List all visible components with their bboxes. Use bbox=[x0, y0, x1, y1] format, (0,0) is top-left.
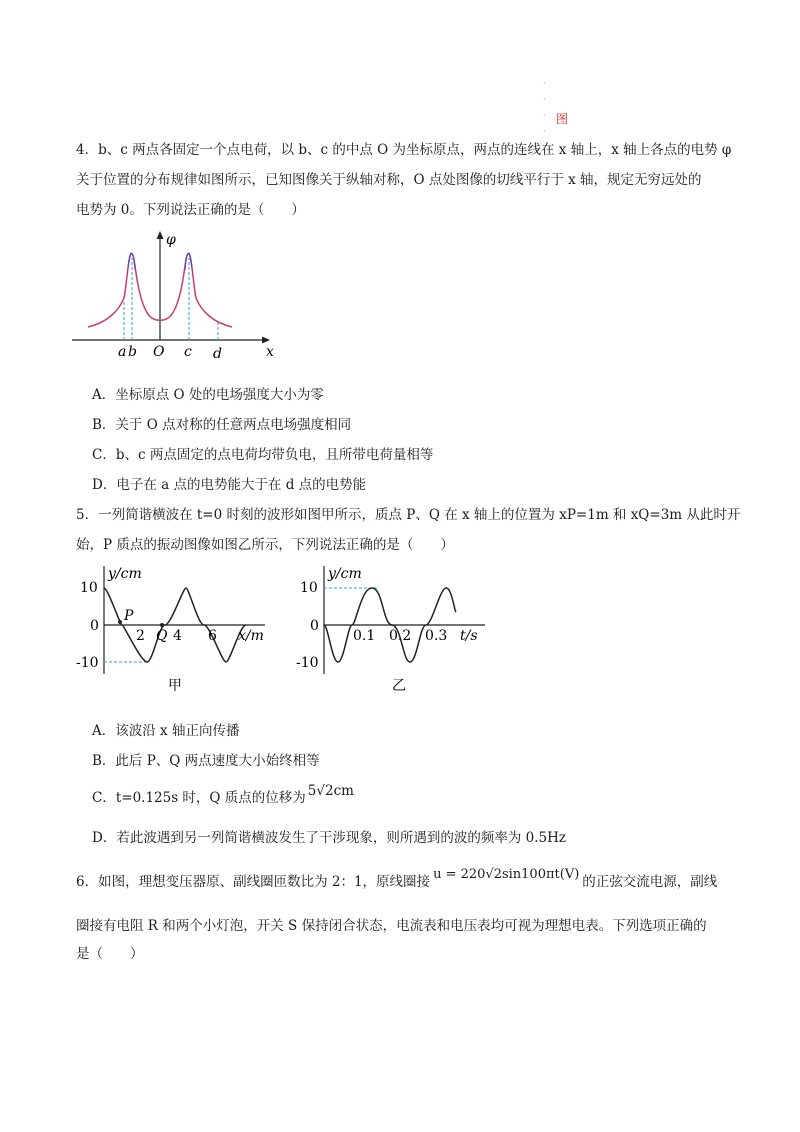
header-mark: 图 bbox=[556, 112, 569, 126]
yi-ytick-neg10: -10 bbox=[296, 655, 319, 671]
q5-option-c bbox=[92, 783, 354, 808]
q5-option-c-text: C．t=0.125s 时，Q 质点的位移为 bbox=[92, 790, 306, 806]
q5-line-2: 始，P 质点的振动图像如图乙所示，下列说法正确的是（ ） bbox=[76, 537, 454, 553]
q4-line-3: 电势为 0。下列说法正确的是（ ） bbox=[76, 202, 305, 218]
q4-option-b: B．关于 O 点对称的任意两点电场强度相同 bbox=[92, 417, 352, 433]
jia-caption: 甲 bbox=[168, 678, 182, 694]
q6-line-1-a: 6．如图，理想变压器原、副线圈匝数比为 2：1，原线圈接 bbox=[76, 874, 431, 890]
q6-formula: u = 220√2sin100πt(V) bbox=[433, 867, 580, 882]
q4-option-d: D．电子在 a 点的电势能大于在 d 点的电势能 bbox=[92, 477, 367, 493]
q5-option-c-value: 5√2cm bbox=[307, 783, 354, 799]
jia-xtick-2: 2 bbox=[136, 628, 145, 644]
tick-label-a: a bbox=[118, 344, 127, 360]
jia-xtick-4: 4 bbox=[173, 628, 182, 644]
point-p bbox=[118, 620, 122, 624]
yi-x-label: t/s bbox=[460, 628, 478, 644]
q5-option-d: D．若此波遇到另一列简谐横波发生了干涉现象，则所遇到的波的频率为 0.5Hz bbox=[92, 830, 566, 846]
q4-potential-figure bbox=[70, 228, 285, 363]
tick-label-d: d bbox=[213, 346, 222, 362]
jia-label-q: Q bbox=[156, 628, 168, 644]
q4-option-c: C．b、c 两点固定的点电荷均带负电，且所带电荷量相等 bbox=[92, 447, 434, 463]
jia-ytick-10: 10 bbox=[80, 580, 98, 596]
q6-line-2: 圈接有电阻 R 和两个小灯泡，开关 S 保持闭合状态，电流表和电压表均可视为理想电表。下列选项正确的 bbox=[76, 918, 707, 934]
jia-x-label: x/m bbox=[238, 628, 264, 644]
q6-line-1-b: 的正弦交流电源，副线 bbox=[582, 874, 718, 890]
q4-line-2: 关于位置的分布规律如图所示，已知图像关于纵轴对称，O 点处图像的切线平行于 x 轴，规定无穷远处的 bbox=[76, 172, 702, 188]
q4-option-a: A．坐标原点 O 处的电场强度大小为零 bbox=[92, 387, 324, 403]
jia-y-label: y/cm bbox=[108, 566, 142, 582]
x-axis-label: x bbox=[266, 344, 274, 360]
yi-xtick-01: 0.1 bbox=[353, 628, 376, 644]
tick-label-c: c bbox=[184, 344, 192, 360]
q5-vibration-figure-yi bbox=[296, 562, 500, 694]
q5-line-1: 5．一列简谐横波在 t=0 时刻的波形如图甲所示，质点 P、Q 在 x 轴上的位置为 xP=1m 和 xQ=3m 从此时开 bbox=[76, 507, 741, 523]
q5-wave-figure-jia bbox=[76, 562, 275, 694]
yi-xtick-03: 0.3 bbox=[425, 628, 448, 644]
q6-line-1 bbox=[76, 867, 718, 893]
jia-label-p: P bbox=[124, 608, 134, 624]
q4-line-1: 4．b、c 两点各固定一个点电荷，以 b、c 的中点 O 为坐标原点，两点的连线在 x 轴上，x 轴上各点的电势 φ bbox=[76, 142, 732, 158]
yi-y-label: y/cm bbox=[328, 566, 362, 582]
tick-label-o: O bbox=[153, 344, 165, 360]
q5-option-a: A．该波沿 x 轴正向传播 bbox=[92, 723, 240, 739]
jia-ytick-0: 0 bbox=[90, 618, 99, 634]
y-axis-label: φ bbox=[166, 232, 176, 248]
q5-option-b: B．此后 P、Q 两点速度大小始终相等 bbox=[92, 753, 320, 769]
y-axis-arrow bbox=[157, 231, 164, 239]
yi-xtick-02: 0.2 bbox=[389, 628, 412, 644]
jia-ytick-neg10: -10 bbox=[76, 655, 99, 671]
dot-marks: · · · · bbox=[543, 79, 546, 136]
yi-ytick-10: 10 bbox=[300, 580, 318, 596]
point-q bbox=[160, 623, 164, 627]
x-axis-arrow bbox=[262, 337, 270, 344]
tick-label-b: b bbox=[128, 344, 137, 360]
yi-caption: 乙 bbox=[392, 678, 406, 694]
q6-line-3: 是（ ） bbox=[76, 946, 144, 962]
jia-xtick-6: 6 bbox=[208, 628, 217, 644]
yi-ytick-0: 0 bbox=[310, 618, 319, 634]
